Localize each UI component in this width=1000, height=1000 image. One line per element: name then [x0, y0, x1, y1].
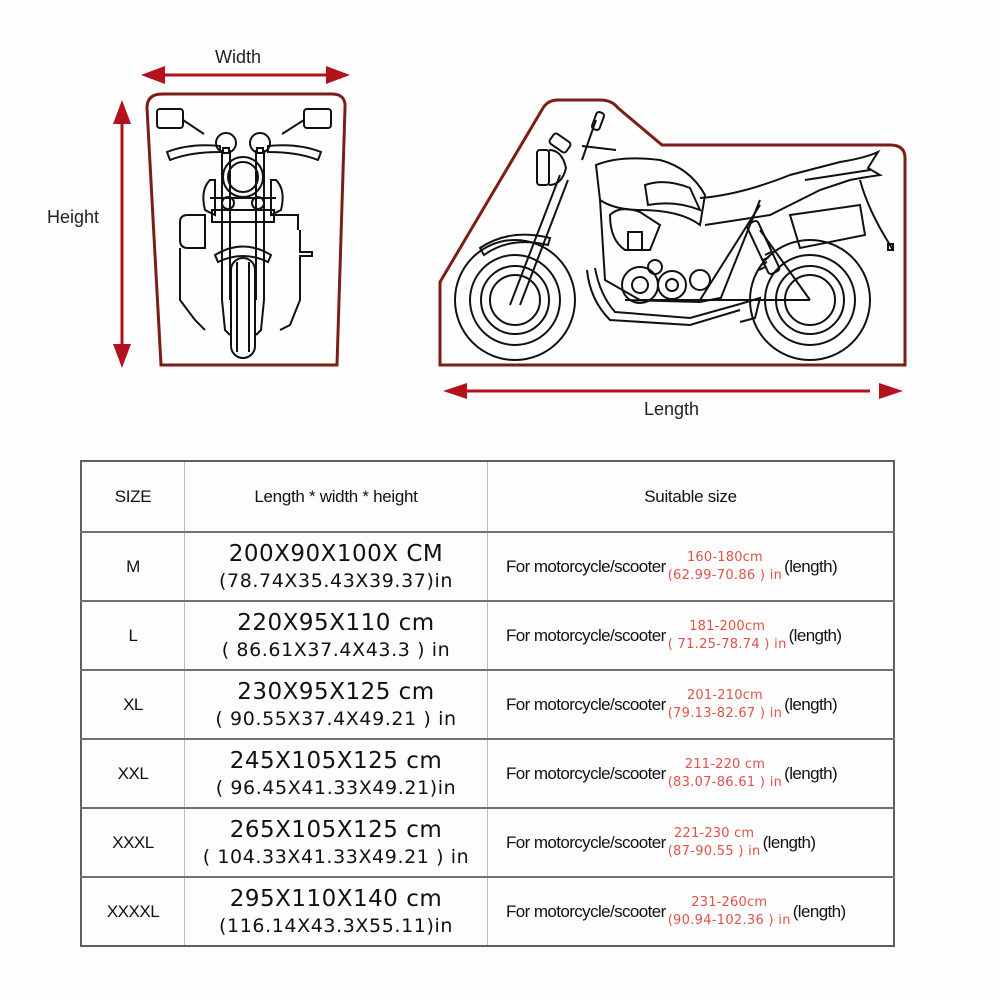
dimensions-in: ( 96.45X41.33X49.21)in	[215, 776, 457, 799]
suitable-cell	[488, 739, 895, 808]
suitable-cell	[488, 670, 895, 739]
table-header-row	[81, 461, 894, 532]
range-unit: (length)	[792, 901, 846, 921]
size-cell: L	[81, 601, 185, 670]
range-cm: 211-220 cm	[684, 756, 766, 772]
range-in: (87-90.55 ) in	[667, 843, 761, 859]
width-label: Width	[215, 47, 262, 67]
range-cm: 231-260cm	[691, 894, 768, 910]
dimensions-cm: 200X90X100X CM	[228, 540, 444, 567]
size-cell: XXXL	[81, 808, 185, 877]
range-cm: 221-230 cm	[674, 825, 755, 841]
table-row	[81, 877, 894, 946]
dimensions-in: (116.14X43.3X55.11)in	[219, 914, 453, 937]
suitable-label: For motorcycle/scooter	[506, 832, 666, 852]
height-label: Height	[47, 207, 100, 227]
suitable-cell	[488, 532, 895, 601]
range-in: (79.13-82.67 ) in	[667, 705, 783, 721]
range-cm: 160-180cm	[686, 549, 763, 565]
dimensions-in: ( 86.61X37.4X43.3 ) in	[221, 638, 451, 661]
range-unit: (length)	[784, 763, 838, 783]
range-in: (83.07-86.61 ) in	[667, 774, 783, 790]
size-cell: M	[81, 532, 185, 601]
size-cell: XL	[81, 670, 185, 739]
header-size: SIZE	[81, 461, 185, 532]
dimensions-cm: 245X105X125 cm	[229, 747, 443, 774]
dimensions-cell	[185, 532, 488, 601]
dimensions-cell	[185, 601, 488, 670]
dimensions-cm: 265X105X125 cm	[229, 816, 443, 843]
table-row	[81, 532, 894, 601]
table-row	[81, 739, 894, 808]
range-unit: (length)	[784, 694, 838, 714]
range-in: (62.99-70.86 ) in	[667, 567, 783, 583]
range-cm: 201-210cm	[686, 687, 763, 703]
suitable-cell	[488, 601, 895, 670]
header-dimensions: Length * width * height	[185, 461, 488, 532]
suitable-label: For motorcycle/scooter	[506, 763, 666, 783]
range-unit: (length)	[784, 556, 838, 576]
dimensions-in: (78.74X35.43X39.37)in	[219, 569, 453, 592]
suitable-label: For motorcycle/scooter	[506, 901, 666, 921]
size-cell: XXXXL	[81, 877, 185, 946]
suitable-label: For motorcycle/scooter	[506, 694, 666, 714]
suitable-label: For motorcycle/scooter	[506, 556, 666, 576]
dimensions-cm: 295X110X140 cm	[229, 885, 443, 912]
size-cell: XXL	[81, 739, 185, 808]
dimensions-cm: 230X95X125 cm	[237, 678, 435, 705]
dimensions-cell	[185, 808, 488, 877]
table-row	[81, 670, 894, 739]
range-in: (90.94-102.36 ) in	[667, 912, 791, 928]
dimensions-in: ( 104.33X41.33X49.21 ) in	[202, 845, 470, 868]
dimensions-in: ( 90.55X37.4X49.21 ) in	[215, 707, 457, 730]
size-chart-table	[80, 460, 895, 947]
dimensions-cell	[185, 670, 488, 739]
header-suitable-size: Suitable size	[488, 461, 895, 532]
dimensions-cm: 220X95X110 cm	[237, 609, 435, 636]
dimensions-cell	[185, 739, 488, 808]
suitable-label: For motorcycle/scooter	[506, 625, 666, 645]
range-unit: (length)	[788, 625, 842, 645]
suitable-cell	[488, 877, 895, 946]
table-row	[81, 808, 894, 877]
suitable-cell	[488, 808, 895, 877]
dimensions-cell	[185, 877, 488, 946]
table-row	[81, 601, 894, 670]
length-label: Length	[644, 399, 700, 419]
range-in: ( 71.25-78.74 ) in	[667, 636, 787, 652]
range-cm: 181-200cm	[689, 618, 766, 634]
range-unit: (length)	[762, 832, 816, 852]
